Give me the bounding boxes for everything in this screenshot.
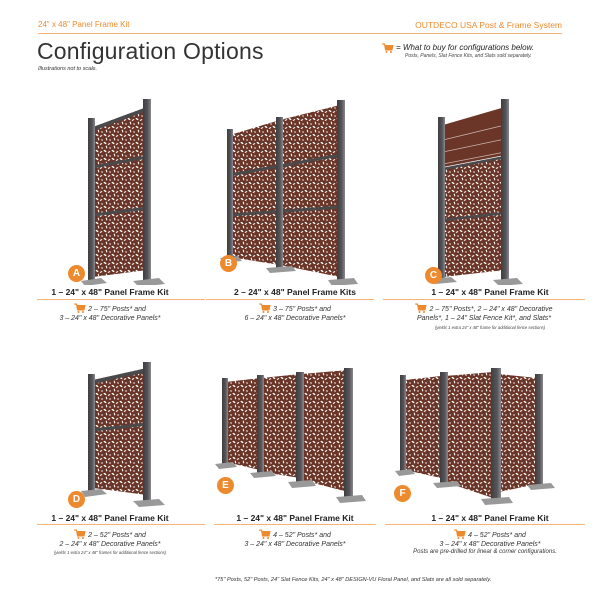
fence-illustration-f: [395, 360, 585, 510]
kit-buy-b: [200, 303, 390, 323]
kit-title-a: 1 – 24" x 48" Panel Frame Kit: [51, 287, 169, 297]
product-label: 24" x 48" Panel Frame Kit: [38, 20, 130, 29]
kit-divider-f: [385, 524, 585, 525]
buy-line-2: 2 – 24" x 48" Decorative Panels*: [59, 541, 161, 548]
config-badge-b: B: [220, 255, 237, 272]
config-b: [200, 85, 390, 330]
shopping-cart-icon: [454, 529, 465, 538]
buy-line-2: 3 – 24" x 48" Decorative Panels*: [439, 541, 541, 548]
kit-buy-c: [381, 303, 587, 323]
config-e: [200, 360, 390, 570]
kit-title-b: 2 – 24" x 48" Panel Frame Kits: [234, 287, 356, 297]
kit-title-d: 1 – 24" x 48" Panel Frame Kit: [51, 513, 169, 523]
config-d: [15, 360, 205, 570]
config-badge-f: F: [394, 485, 411, 502]
kit-buy-f: [395, 529, 585, 549]
shopping-cart-icon: [382, 43, 393, 52]
legend-note: Posts, Panels, Slat Fence Kits, and Slats sold separately.: [405, 53, 532, 59]
kit-note-c: (yields 1 extra 24" x 48" frame for additional fence sections): [434, 325, 546, 330]
buy-line-2: 3 – 24" x 48" Decorative Panels*: [244, 541, 346, 548]
buy-line-2: Panels*, 1 – 24" Slat Fence Kit*, and Slats*: [416, 315, 551, 322]
buy-line-1: 4 – 52" Posts* and: [273, 532, 331, 539]
buy-line-1: 2 – 52" Posts* and: [88, 532, 146, 539]
shopping-cart-icon: [415, 303, 426, 312]
kit-divider-d: [37, 524, 205, 525]
buy-line-1: 4 – 52" Posts* and: [468, 532, 526, 539]
config-c: [395, 85, 585, 345]
page-title: Configuration Options: [37, 38, 264, 64]
shopping-cart-icon: [259, 529, 270, 538]
fence-illustration-a: [15, 85, 205, 285]
brand-label: OUTDECO USA Post & Frame System: [415, 20, 562, 30]
config-badge-c: C: [425, 267, 442, 284]
kit-note-d: (yields 1 extra 24" x 48" frames for additional fence sections): [53, 550, 167, 555]
fence-illustration-c: [395, 85, 585, 285]
shopping-cart-icon: [74, 303, 85, 312]
footer-note: *75" Posts, 52" Posts, 24" Slat Fence Kits, 24" x 48" DESIGN-VU Floral Panel, and Slats are all sold separately.: [215, 577, 492, 583]
buy-line-1: 2 – 75" Posts* and: [88, 306, 146, 313]
config-a: [15, 85, 205, 330]
buy-line-2: 3 – 24" x 48" Decorative Panels*: [59, 315, 161, 322]
legend-text: = What to buy for configurations below.: [396, 43, 535, 52]
config-badge-d: D: [68, 491, 85, 508]
kit-divider-a: [37, 299, 205, 300]
kit-buy-d: [15, 529, 205, 549]
kit-title-c: 1 – 24" x 48" Panel Frame Kit: [431, 287, 549, 297]
shopping-cart-icon: [74, 529, 85, 538]
legend: [382, 43, 562, 59]
kit-buy-a: [15, 303, 205, 323]
kit-title-e: 1 – 24" x 48" Panel Frame Kit: [236, 513, 354, 523]
shopping-cart-icon: [259, 303, 270, 312]
fence-illustration-d: [15, 360, 205, 510]
page-subtitle: Illustrations not to scale.: [38, 66, 98, 72]
kit-divider-e: [214, 524, 376, 525]
buy-line-1: 2 – 75" Posts*, 2 – 24" x 48" Decorative: [429, 306, 553, 313]
config-badge-e: E: [217, 477, 234, 494]
kit-note-f: Posts are pre-drilled for linear & corner configurations.: [413, 549, 557, 555]
config-badge-a: A: [68, 265, 85, 282]
kit-buy-e: [200, 529, 390, 549]
config-f: [395, 360, 585, 570]
kit-divider-b: [206, 299, 374, 300]
kit-divider-c: [383, 299, 585, 300]
header-bar: [38, 20, 562, 34]
buy-line-2: 6 – 24" x 48" Decorative Panels*: [244, 315, 346, 322]
kit-title-f: 1 – 24" x 48" Panel Frame Kit: [431, 513, 549, 523]
buy-line-1: 3 – 75" Posts* and: [273, 306, 331, 313]
